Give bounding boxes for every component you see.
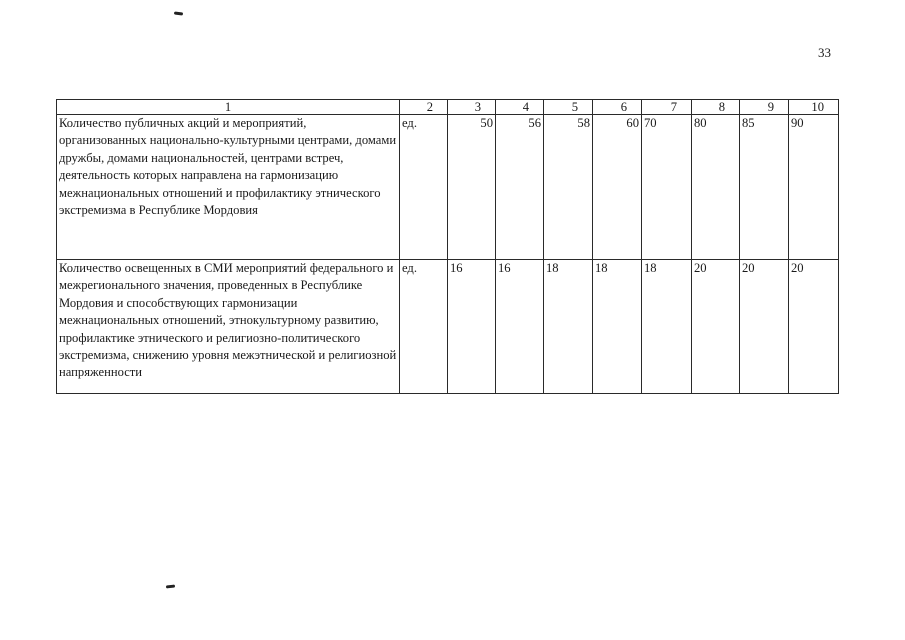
value-cell: 20 bbox=[789, 260, 839, 394]
column-header: 5 bbox=[544, 100, 593, 115]
column-header: 2 bbox=[400, 100, 448, 115]
scan-speck bbox=[174, 11, 183, 15]
indicator-name: Количество публичных акций и мероприятий, организованных национально-культурными центрами, домами дружбы, домами национальностей, центрами встреч, деятельность которых направлена на гармонизацию межнациональных отношений и профилактику этнического экстремизма в Республике Мордовия bbox=[57, 115, 400, 260]
column-header: 4 bbox=[496, 100, 544, 115]
table-row bbox=[57, 115, 839, 260]
value-cell: 56 bbox=[496, 115, 544, 260]
column-header: 10 bbox=[789, 100, 839, 115]
value-cell: 58 bbox=[544, 115, 593, 260]
indicators-table bbox=[56, 99, 839, 394]
value-cell: 60 bbox=[593, 115, 642, 260]
unit-cell: ед. bbox=[400, 260, 448, 394]
value-cell: 80 bbox=[692, 115, 740, 260]
column-header: 7 bbox=[642, 100, 692, 115]
column-header: 3 bbox=[448, 100, 496, 115]
page-number: 33 bbox=[818, 45, 831, 60]
table-header-row bbox=[57, 100, 839, 115]
value-cell: 20 bbox=[692, 260, 740, 394]
value-cell: 85 bbox=[740, 115, 789, 260]
value-cell: 16 bbox=[448, 260, 496, 394]
scan-speck bbox=[166, 585, 175, 589]
value-cell: 18 bbox=[544, 260, 593, 394]
value-cell: 50 bbox=[448, 115, 496, 260]
value-cell: 16 bbox=[496, 260, 544, 394]
value-cell: 20 bbox=[740, 260, 789, 394]
column-header: 6 bbox=[593, 100, 642, 115]
table-row bbox=[57, 260, 839, 394]
value-cell: 18 bbox=[642, 260, 692, 394]
unit-cell: ед. bbox=[400, 115, 448, 260]
column-header: 9 bbox=[740, 100, 789, 115]
indicator-name: Количество освещенных в СМИ мероприятий федерального и межрегионального значения, проведенных в Республике Мордовия и способствующих гармонизации межнациональных отношений, этнокультурному развитию, профилактике этнического и религиозно-политического экстремизма, снижению уровня межэтнической и религиозной напряженности bbox=[57, 260, 400, 394]
value-cell: 90 bbox=[789, 115, 839, 260]
column-header: 1 bbox=[57, 100, 400, 115]
value-cell: 18 bbox=[593, 260, 642, 394]
column-header: 8 bbox=[692, 100, 740, 115]
value-cell: 70 bbox=[642, 115, 692, 260]
